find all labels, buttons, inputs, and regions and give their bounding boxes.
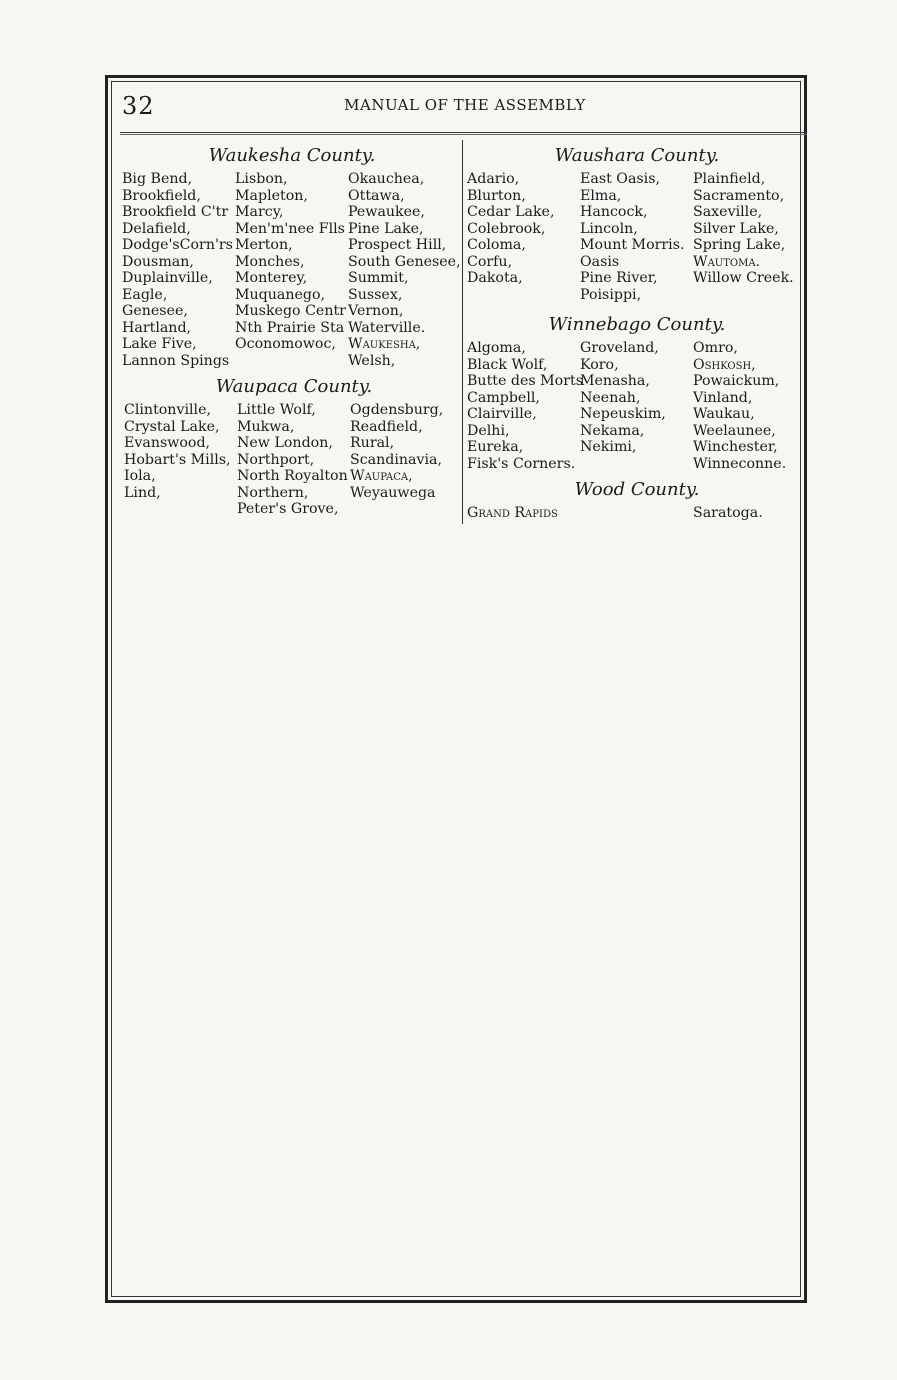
town-entry: Silver Lake, <box>693 220 779 237</box>
town-entry: Pewaukee, <box>348 204 425 220</box>
town-entry: Genesee, <box>122 303 188 319</box>
town-entry: Northport, <box>237 451 315 468</box>
town-entry: Saxeville, <box>693 204 763 220</box>
town-entry: Northern, <box>237 484 309 501</box>
town-entry: Brookfield C'tr <box>122 204 229 220</box>
town-entry: Vinland, <box>693 389 753 406</box>
town-entry: Ottawa, <box>348 187 405 204</box>
town-entry: Clintonville, <box>124 402 211 418</box>
town-entry: Winchester, <box>693 439 778 455</box>
section-wood-county <box>467 479 807 522</box>
town-list <box>122 171 462 369</box>
town-entry: Omro, <box>693 340 738 356</box>
section-waukesha-county <box>122 145 462 369</box>
town-entry: Powaickum, <box>693 373 780 389</box>
town-list <box>467 171 807 303</box>
town-entry: Butte des Morts <box>467 373 583 389</box>
town-entry: Wautoma. <box>693 253 761 270</box>
town-entry: Ogdensburg, <box>350 402 444 418</box>
town-entry: Prospect Hill, <box>348 237 447 253</box>
town-entry: Duplainville, <box>122 270 213 286</box>
town-entry: Scandinavia, <box>350 451 442 468</box>
town-entry: Waupaca, <box>350 468 413 484</box>
town-entry: Poisippi, <box>580 286 642 303</box>
town-entry: Saratoga. <box>693 505 763 521</box>
town-entry: Peter's Grove, <box>237 501 339 517</box>
town-entry: Groveland, <box>580 340 659 356</box>
town-entry: New London, <box>237 435 333 451</box>
town-entry: Fisk's Corners. <box>467 455 576 472</box>
town-list <box>467 505 807 522</box>
town-entry: Mukwa, <box>237 418 295 435</box>
section-title: Waupaca County. <box>215 376 373 397</box>
town-entry: Crystal Lake, <box>124 418 220 435</box>
town-entry: Koro, <box>580 356 619 373</box>
town-entry <box>124 501 237 518</box>
town-entry: South Genesee, <box>348 253 461 270</box>
town-entry: Sussex, <box>348 286 403 303</box>
town-entry: Readfield, <box>350 418 423 435</box>
section-title: Waukesha County. <box>208 145 376 166</box>
town-entry: Welsh, <box>348 352 396 369</box>
town-entry: Oconomowoc, <box>235 336 336 352</box>
town-entry: Merton, <box>235 237 293 253</box>
town-entry <box>350 501 464 518</box>
town-entry: Waukesha, <box>348 336 421 352</box>
town-entry <box>580 505 693 522</box>
header-rule <box>120 132 807 133</box>
town-entry: Nepeuskim, <box>580 406 666 422</box>
town-entry: Evanswood, <box>124 435 211 451</box>
town-entry: Pine Lake, <box>348 220 424 237</box>
town-entry: Winneconne. <box>693 455 787 472</box>
town-entry: Mapleton, <box>235 187 308 204</box>
town-entry: Oshkosh, <box>693 356 756 373</box>
town-entry: Eureka, <box>467 439 524 455</box>
town-entry: Sacramento, <box>693 187 785 204</box>
town-entry: Iola, <box>124 468 156 484</box>
town-entry: Men'm'nee Flls <box>235 220 345 237</box>
town-entry: Marcy, <box>235 204 284 220</box>
town-entry: Muquanego, <box>235 286 326 303</box>
town-entry: North Royalton <box>237 468 348 484</box>
section-title: Wood County. <box>574 479 700 500</box>
town-entry: Nekimi, <box>580 439 637 455</box>
town-entry: Oasis <box>580 253 620 270</box>
town-entry: Delhi, <box>467 422 510 439</box>
town-entry: Muskego Centr <box>235 303 346 319</box>
town-entry: Menasha, <box>580 373 650 389</box>
town-entry: Monterey, <box>235 270 308 286</box>
town-entry: Lake Five, <box>122 336 197 352</box>
town-entry: Dakota, <box>467 270 523 286</box>
town-entry: Summit, <box>348 270 409 286</box>
town-entry: Colebrook, <box>467 220 546 237</box>
town-entry: Hancock, <box>580 204 648 220</box>
town-entry: Grand Rapids <box>467 505 558 521</box>
town-entry: Dousman, <box>122 253 194 270</box>
town-entry: Black Wolf, <box>467 356 548 373</box>
section-title: Waushara County. <box>554 145 720 166</box>
town-entry: Weyauwega <box>350 484 436 501</box>
town-entry: Mount Morris. <box>580 237 685 253</box>
town-entry: Elma, <box>580 187 622 204</box>
town-entry: East Oasis, <box>580 171 661 187</box>
section-title: Winnebago County. <box>548 314 726 335</box>
town-entry: Monches, <box>235 253 305 270</box>
town-entry: Hobart's Mills, <box>124 451 231 468</box>
town-entry: Lannon Spings <box>122 352 230 369</box>
town-entry: Delafield, <box>122 220 191 237</box>
town-entry: Lind, <box>124 484 161 501</box>
town-entry: Plainfield, <box>693 171 766 187</box>
town-entry: Nth Prairie Sta <box>235 319 345 336</box>
town-entry: Little Wolf, <box>237 402 316 418</box>
section-waushara-county <box>467 145 807 303</box>
town-entry: Willow Creek. <box>693 270 794 286</box>
town-entry: Campbell, <box>467 389 540 406</box>
town-entry <box>580 456 693 473</box>
town-entry: Corfu, <box>467 253 513 270</box>
town-entry: Rural, <box>350 435 395 451</box>
town-entry: Pine River, <box>580 270 658 286</box>
town-list <box>467 340 807 472</box>
town-entry: Blurton, <box>467 187 526 204</box>
town-entry <box>235 353 348 370</box>
town-entry: Lincoln, <box>580 220 638 237</box>
town-entry: Weelaunee, <box>693 422 776 439</box>
town-entry: Adario, <box>467 171 520 187</box>
town-entry: Lisbon, <box>235 171 288 187</box>
town-entry: Nekama, <box>580 422 645 439</box>
page-number: 32 <box>122 92 155 120</box>
town-entry: Hartland, <box>122 319 192 336</box>
town-list <box>124 402 464 518</box>
town-entry: Brookfield, <box>122 187 201 204</box>
town-entry: Eagle, <box>122 286 168 303</box>
town-entry: Neenah, <box>580 389 641 406</box>
section-waupaca-county <box>124 376 464 518</box>
town-entry: Okauchea, <box>348 171 425 187</box>
section-winnebago-county <box>467 314 807 472</box>
town-entry: Big Bend, <box>122 171 193 187</box>
town-entry: Algoma, <box>467 340 526 356</box>
town-entry <box>693 287 807 304</box>
town-entry: Cedar Lake, <box>467 204 555 220</box>
town-entry: Dodge'sCorn'rs <box>122 237 233 253</box>
town-entry: Clairville, <box>467 406 537 422</box>
town-entry: Spring Lake, <box>693 237 786 253</box>
town-entry: Vernon, <box>348 303 404 319</box>
town-entry <box>467 287 580 304</box>
town-entry: Waterville. <box>348 319 426 336</box>
town-entry: Waukau, <box>693 406 755 422</box>
running-head: MANUAL OF THE ASSEMBLY <box>344 96 586 114</box>
town-entry: Coloma, <box>467 237 526 253</box>
header-rule-secondary <box>120 134 807 135</box>
